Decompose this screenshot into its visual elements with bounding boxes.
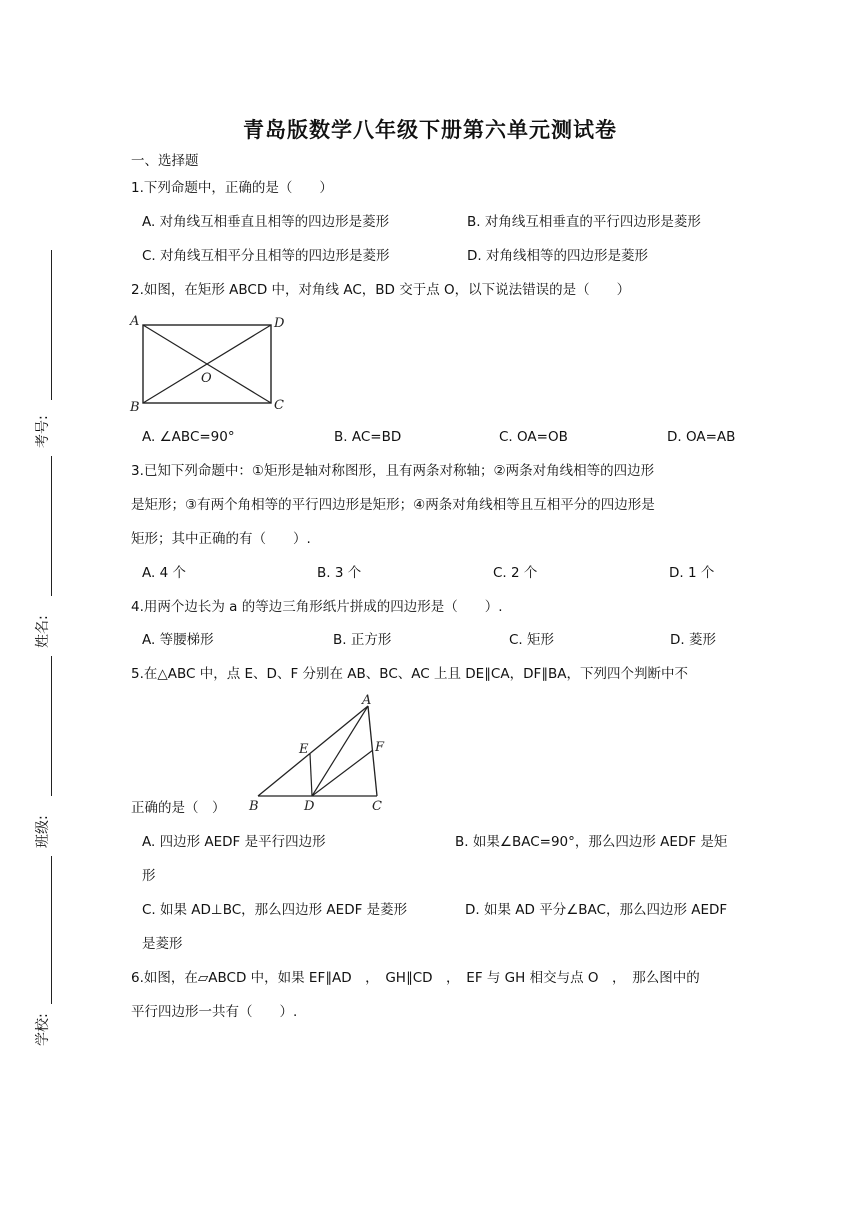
q3-line-3: 矩形；其中正确的有（ ）. — [131, 531, 311, 547]
q2-option-b: B. AC=BD — [334, 429, 402, 445]
q5-label-b: B — [249, 799, 259, 814]
q5-triangle-figure — [244, 692, 394, 818]
q2-stem: 2.如图，在矩形 ABCD 中，对角线 AC，BD 交于点 O，以下说法错误的是（ ） — [131, 282, 631, 298]
q2-rectangle-figure — [128, 312, 298, 414]
q2-option-d: D. OA=AB — [667, 429, 736, 445]
q6-line-1: 6.如图，在▱ABCD 中，如果 EF∥AD ， GH∥CD ， EF 与 GH 相交与点 O ， 那么图中的 — [131, 970, 700, 986]
q4-option-d: D. 菱形 — [670, 632, 716, 648]
q5-label-e: E — [299, 742, 309, 757]
q4-stem: 4.用两个边长为 a 的等边三角形纸片拼成的四边形是（ ）. — [131, 599, 503, 615]
q6-line-2: 平行四边形一共有（ ）. — [131, 1004, 298, 1020]
q5-line-2: 正确的是（ ） — [131, 800, 226, 816]
q1-option-b: B. 对角线互相垂直的平行四边形是菱形 — [467, 214, 701, 230]
q1-option-c: C. 对角线互相平分且相等的四边形是菱形 — [142, 248, 390, 264]
label-banji: 班级: — [35, 815, 51, 848]
q5-option-d-cont: 是菱形 — [142, 936, 183, 952]
q3-option-a: A. 4 个 — [142, 565, 186, 581]
page-title: 青岛版数学八年级下册第六单元测试卷 — [243, 118, 617, 142]
q1-option-d: D. 对角线相等的四边形是菱形 — [467, 248, 648, 264]
q2-option-a: A. ∠ABC=90° — [142, 429, 235, 445]
binding-line-3 — [51, 656, 52, 796]
label-kaohao: 考号: — [35, 415, 51, 448]
q1-option-a: A. 对角线互相垂直且相等的四边形是菱形 — [142, 214, 390, 230]
q5-option-b-cont: 形 — [142, 868, 156, 884]
q5-label-d: D — [304, 799, 315, 814]
q2-label-a: A — [130, 314, 140, 329]
q5-line-1: 5.在△ABC 中，点 E、D、F 分别在 AB、BC、AC 上且 DE∥CA，DF∥BA，下列四个判断中不 — [131, 666, 688, 682]
q5-option-c: C. 如果 AD⊥BC，那么四边形 AEDF 是菱形 — [142, 902, 408, 918]
q2-label-d: D — [274, 316, 285, 331]
binding-line-2 — [51, 456, 52, 596]
section-heading: 一、选择题 — [131, 153, 199, 169]
q5-label-c: C — [372, 799, 382, 814]
q3-option-b: B. 3 个 — [317, 565, 362, 581]
q3-line-1: 3.已知下列命题中：①矩形是轴对称图形，且有两条对称轴；②两条对角线相等的四边形 — [131, 463, 655, 479]
q5-option-b: B. 如果∠BAC=90°，那么四边形 AEDF 是矩 — [455, 834, 728, 850]
q5-option-d: D. 如果 AD 平分∠BAC，那么四边形 AEDF — [465, 902, 728, 918]
q2-label-b: B — [130, 400, 140, 414]
q5-option-a: A. 四边形 AEDF 是平行四边形 — [142, 834, 326, 850]
label-xuexiao: 学校: — [35, 1013, 51, 1046]
q3-line-2: 是矩形；③有两个角相等的平行四边形是矩形；④两条对角线相等且互相平分的四边形是 — [131, 497, 655, 513]
binding-line-4 — [51, 856, 52, 1004]
q5-label-a: A — [362, 693, 372, 708]
q2-label-c: C — [274, 398, 284, 413]
binding-line-1 — [51, 250, 52, 400]
q1-stem: 1.下列命题中，正确的是（ ） — [131, 180, 333, 196]
q3-option-d: D. 1 个 — [669, 565, 715, 581]
q5-label-f: F — [375, 740, 385, 755]
label-xingming: 姓名: — [35, 615, 51, 648]
q3-option-c: C. 2 个 — [493, 565, 538, 581]
q2-option-c: C. OA=OB — [499, 429, 568, 445]
q4-option-c: C. 矩形 — [509, 632, 555, 648]
q4-option-a: A. 等腰梯形 — [142, 632, 214, 648]
q4-option-b: B. 正方形 — [333, 632, 392, 648]
q2-label-o: O — [201, 371, 212, 386]
